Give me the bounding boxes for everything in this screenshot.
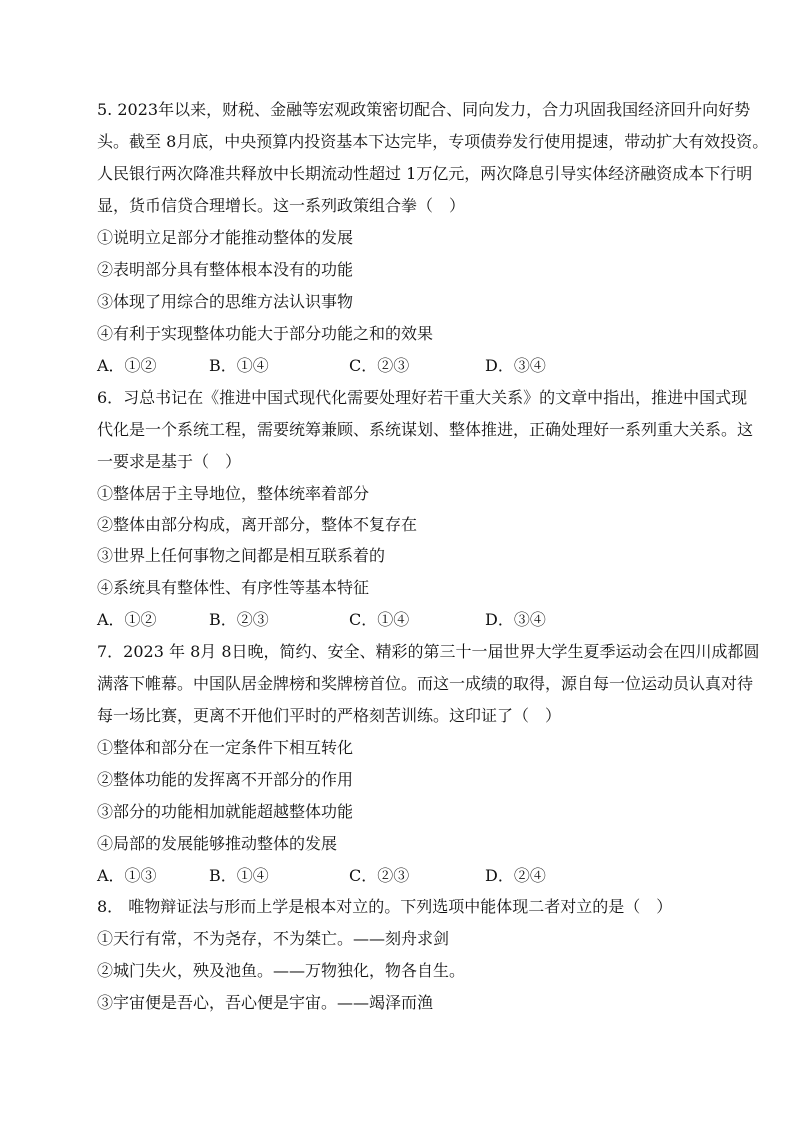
q7-choice-d: D．②④ — [485, 866, 546, 885]
q6-option-3: ③世界上任何事物之间都是相互联系着的 — [97, 546, 386, 565]
q7-choice-b: B．①④ — [209, 866, 269, 885]
q5-choices — [97, 356, 737, 376]
q6-choices — [97, 610, 737, 630]
q6-choice-c: C．①④ — [349, 610, 410, 629]
q7-option-3: ③部分的功能相加就能超越整体功能 — [97, 802, 354, 821]
q7-option-4: ④局部的发展能够推动整体的发展 — [97, 834, 338, 853]
q7-choice-a: A．①③ — [97, 866, 157, 885]
q6-stem-line-2: 代化是一个系统工程，需要统筹兼顾、系统谋划、整体推进，正确处理好一系列重大关系。这 — [97, 420, 754, 439]
q7-option-2: ②整体功能的发挥离不开部分的作用 — [97, 770, 354, 789]
q5-choice-b: B．①④ — [209, 356, 269, 375]
q8-option-2: ②城门失火，殃及池鱼。——万物独化，物各自生。 — [97, 961, 466, 980]
q5-option-4: ④有利于实现整体功能大于部分功能之和的效果 — [97, 324, 434, 343]
q7-stem-line-2: 满落下帷幕。中国队居金牌榜和奖牌榜首位。而这一成绩的取得，源自每一位运动员认真对待 — [97, 674, 754, 693]
q5-option-1: ①说明立足部分才能推动整体的发展 — [97, 228, 354, 247]
q5-choice-d: D．③④ — [485, 356, 546, 375]
q5-stem-line-3: 人民银行两次降准共释放中长期流动性超过 1万亿元，两次降息引导实体经济融资成本下行明 — [97, 164, 753, 183]
q6-stem-line-1: 6．习总书记在《推进中国式现代化需要处理好若干重大关系》的文章中指出，推进中国式现 — [97, 388, 748, 407]
q6-choice-d: D．③④ — [485, 610, 546, 629]
q5-choice-c: C．②③ — [349, 356, 410, 375]
q6-choice-b: B．②③ — [209, 610, 269, 629]
q6-stem-line-3: 一要求是基于（ ） — [97, 452, 242, 471]
q8-stem-line-1: 8． 唯物辩证法与形而上学是根本对立的。下列选项中能体现二者对立的是（ ） — [97, 897, 673, 916]
q5-choice-a: A．①② — [97, 356, 157, 375]
q6-choice-a: A．①② — [97, 610, 157, 629]
q5-stem-line-1: 5. 2023年以来，财税、金融等宏观政策密切配合、同向发力，合力巩固我国经济回升向好势 — [97, 100, 751, 119]
q7-choices — [97, 866, 737, 886]
q7-stem-line-1: 7．2023 年 8月 8日晚，简约、安全、精彩的第三十一届世界大学生夏季运动会在四川成都圆 — [97, 642, 760, 661]
q8-option-3: ③宇宙便是吾心，吾心便是宇宙。——竭泽而渔 — [97, 993, 434, 1012]
q5-option-3: ③体现了用综合的思维方法认识事物 — [97, 292, 354, 311]
q7-stem-line-3: 每一场比赛，更离不开他们平时的严格刻苦训练。这印证了（ ） — [97, 706, 562, 725]
q5-option-2: ②表明部分具有整体根本没有的功能 — [97, 260, 354, 279]
q6-option-1: ①整体居于主导地位，整体统率着部分 — [97, 484, 370, 503]
q7-option-1: ①整体和部分在一定条件下相互转化 — [97, 738, 354, 757]
q8-option-1: ①天行有常，不为尧存，不为桀亡。——刻舟求剑 — [97, 929, 450, 948]
q6-option-4: ④系统具有整体性、有序性等基本特征 — [97, 578, 370, 597]
q6-option-2: ②整体由部分构成，离开部分，整体不复存在 — [97, 515, 418, 534]
q5-stem-line-4: 显，货币信贷合理增长。这一系列政策组合拳（ ） — [97, 196, 466, 215]
q7-choice-c: C．②③ — [349, 866, 410, 885]
q5-stem-line-2: 头。截至 8月底，中央预算内投资基本下达完毕，专项债券发行使用提速，带动扩大有效投资。 — [97, 132, 769, 151]
